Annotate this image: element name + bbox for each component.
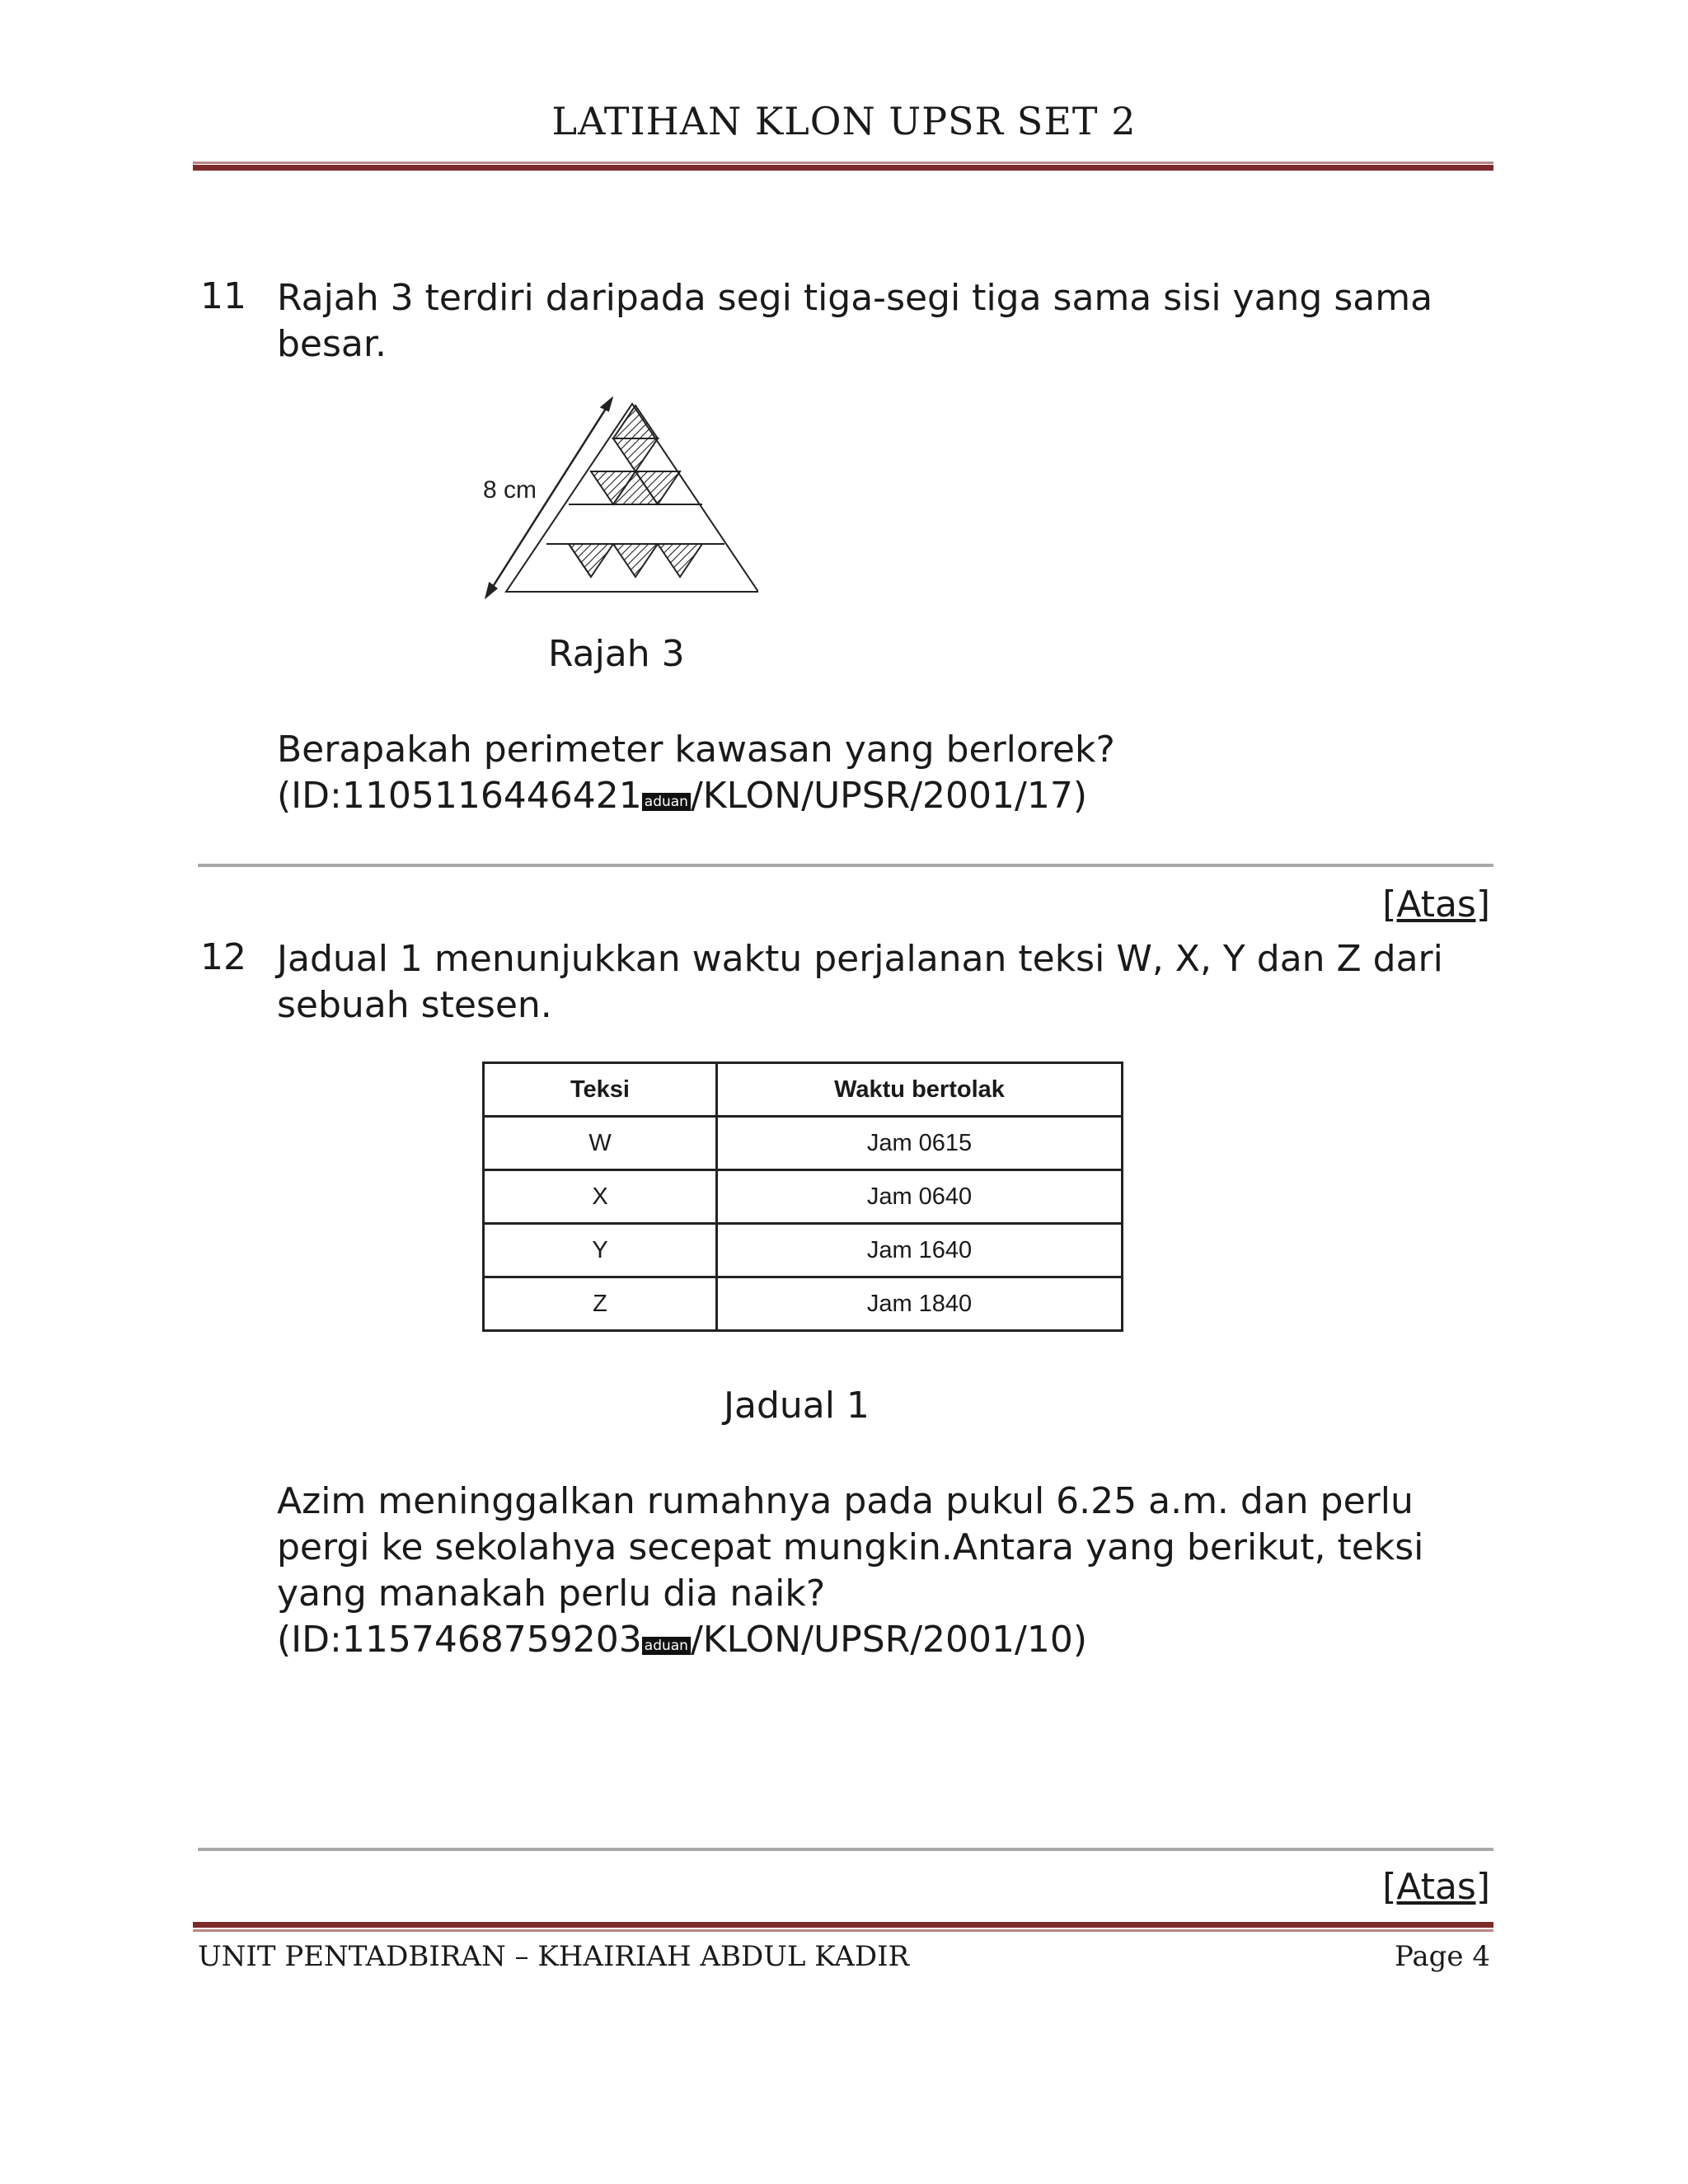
back-to-top-link[interactable]: [Atas] (1382, 883, 1490, 926)
table-cell: Jam 0640 (717, 1170, 1123, 1224)
question-id: (ID:1157468759203 aduan/KLON/UPSR/2001/10) (277, 1619, 1087, 1661)
column-header: Waktu bertolak (717, 1063, 1123, 1117)
prompt-line: yang manakah perlu dia naik? (277, 1572, 826, 1615)
side-length-label: 8 cm (483, 476, 537, 504)
table-caption: Jadual 1 (724, 1385, 870, 1427)
table-cell: X (484, 1170, 717, 1224)
column-header: Teksi (484, 1063, 717, 1117)
shaded-triangle (569, 544, 613, 577)
question-text (277, 275, 1480, 368)
aduan-badge[interactable]: aduan (642, 793, 691, 811)
prompt-line: pergi ke sekolahya secepat mungkin.Antara yang berikut, teksi (277, 1526, 1424, 1568)
table-row (484, 1170, 1123, 1224)
question-id: (ID:1105116446421 aduan/KLON/UPSR/2001/17) (277, 775, 1087, 817)
table-cell: Jam 0615 (717, 1117, 1123, 1170)
footer-unit: UNIT PENTADBIRAN – KHAIRIAH ABDUL KADIR (198, 1940, 910, 1973)
question-line: sebuah stesen. (277, 984, 552, 1026)
aduan-badge[interactable]: aduan (642, 1637, 691, 1655)
header-rule-thin (193, 162, 1493, 164)
question-text (277, 936, 1480, 1029)
figure-caption: Rajah 3 (548, 633, 685, 675)
shaded-region (569, 405, 702, 577)
question-line: Jadual 1 menunjukkan waktu perjalanan teksi W, X, Y dan Z dari (277, 938, 1443, 980)
back-to-top-link[interactable]: [Atas] (1382, 1866, 1490, 1908)
footer-rule (193, 1922, 1493, 1928)
question-divider (198, 864, 1493, 867)
table-row (484, 1277, 1123, 1331)
table-header-row (484, 1063, 1123, 1117)
question-line: Rajah 3 terdiri daripada segi tiga-segi tiga sama sisi yang sama (277, 277, 1433, 319)
table-cell: Jam 1840 (717, 1277, 1123, 1331)
table-cell: W (484, 1117, 717, 1170)
page-number: Page 4 (1395, 1940, 1490, 1973)
triangle-figure (478, 396, 758, 610)
departure-table (482, 1062, 1123, 1332)
table-row (484, 1224, 1123, 1277)
page-title: LATIHAN KLON UPSR SET 2 (551, 99, 1137, 143)
footer-rule-thin (193, 1929, 1493, 1932)
shaded-triangle (613, 544, 658, 577)
question-line: besar. (277, 323, 387, 365)
question-number: 11 (200, 275, 246, 317)
question-prompt (277, 727, 1480, 819)
table-cell: Z (484, 1277, 717, 1331)
table-row (484, 1117, 1123, 1170)
table-cell: Jam 1640 (717, 1224, 1123, 1277)
header-rule (193, 165, 1493, 171)
question-number: 12 (200, 936, 246, 978)
shaded-triangle (658, 544, 702, 577)
question-divider (198, 1848, 1493, 1851)
question-prompt (277, 1479, 1480, 1663)
prompt-line: Azim meninggalkan rumahnya pada pukul 6.25 a.m. dan perlu (277, 1480, 1414, 1522)
shaded-triangle (613, 438, 658, 471)
table-cell: Y (484, 1224, 717, 1277)
prompt-line: Berapakah perimeter kawasan yang berlorek? (277, 729, 1115, 771)
